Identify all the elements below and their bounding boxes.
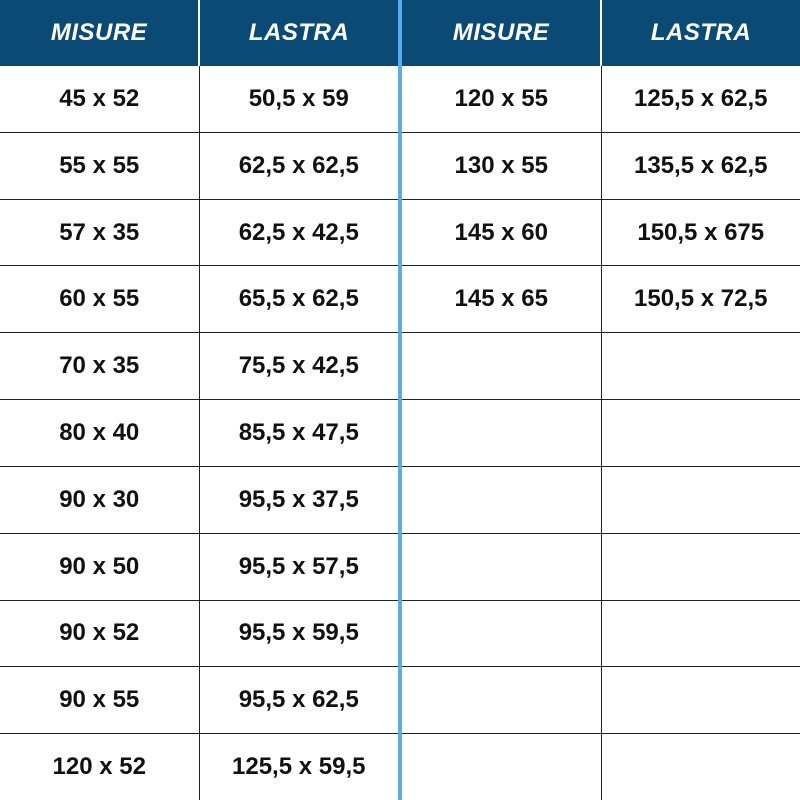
lastra-cell: 62,5 x 42,5 (238, 218, 359, 246)
misure-cell: 57 x 35 (0, 200, 200, 266)
lastra-cell: 62,5 x 62,5 (238, 151, 359, 179)
lastra-cell: 95,5 x 62,5 (238, 686, 359, 714)
lastra-cell: 95,5 x 59,5 (238, 619, 359, 647)
table-row (402, 333, 800, 400)
table-row (0, 133, 398, 200)
lastra-cell: 150,5 x 72,5 (634, 285, 768, 313)
lastra-cell: 50,5 x 59 (248, 84, 349, 112)
table-row (402, 266, 800, 333)
misure-cell: 45 x 52 (0, 66, 200, 132)
table-row (402, 400, 800, 467)
lastra-cell: 65,5 x 62,5 (238, 285, 359, 313)
table-row (0, 601, 398, 668)
table-row (402, 534, 800, 601)
table-row (402, 133, 800, 200)
misure-cell: 145 x 65 (402, 266, 602, 332)
table-row (0, 667, 398, 734)
table-row (402, 667, 800, 734)
lastra-cell (602, 734, 800, 800)
misure-cell: 55 x 55 (0, 133, 200, 199)
table-row (0, 66, 398, 133)
misure-cell: 90 x 55 (0, 667, 200, 733)
lastra-cell: 150,5 x 675 (637, 218, 765, 246)
misure-cell: 90 x 52 (0, 601, 200, 667)
misure-cell (402, 467, 602, 533)
table-row (0, 333, 398, 400)
lastra-cell (602, 400, 800, 466)
header-misure: MISURE (0, 0, 200, 66)
table-row (0, 534, 398, 601)
misure-cell (402, 333, 602, 399)
table-row (0, 266, 398, 333)
misure-cell: 80 x 40 (0, 400, 200, 466)
right-table-body (402, 66, 800, 800)
misure-cell: 70 x 35 (0, 333, 200, 399)
misure-cell: 130 x 55 (402, 133, 602, 199)
lastra-cell: 135,5 x 62,5 (634, 151, 768, 179)
table-row (402, 601, 800, 668)
misure-cell (402, 667, 602, 733)
header-misure: MISURE (402, 0, 602, 66)
lastra-cell (602, 601, 800, 667)
left-table-body (0, 66, 398, 800)
table-row (0, 467, 398, 534)
header-lastra: LASTRA (602, 0, 800, 66)
misure-cell: 120 x 52 (0, 734, 200, 800)
right-table (402, 0, 800, 800)
lastra-cell: 95,5 x 57,5 (238, 552, 359, 580)
misure-cell (402, 400, 602, 466)
misure-cell (402, 734, 602, 800)
lastra-cell: 125,5 x 59,5 (232, 753, 366, 781)
table-row (0, 400, 398, 467)
lastra-cell: 85,5 x 47,5 (238, 418, 359, 446)
lastra-cell (602, 467, 800, 533)
misure-cell: 90 x 30 (0, 467, 200, 533)
left-table (0, 0, 398, 800)
table-row (402, 734, 800, 800)
lastra-cell: 95,5 x 37,5 (238, 485, 359, 513)
lastra-cell (602, 667, 800, 733)
lastra-cell (602, 534, 800, 600)
misure-cell: 60 x 55 (0, 266, 200, 332)
left-header-row (0, 0, 398, 66)
right-header-row (402, 0, 800, 66)
header-lastra: LASTRA (200, 0, 398, 66)
lastra-cell (602, 333, 800, 399)
table-row (0, 734, 398, 800)
lastra-cell: 75,5 x 42,5 (238, 352, 359, 380)
table-row (402, 467, 800, 534)
misure-cell: 120 x 55 (402, 66, 602, 132)
table-row (402, 200, 800, 267)
misure-cell (402, 534, 602, 600)
table-row (0, 200, 398, 267)
lastra-cell: 125,5 x 62,5 (634, 84, 768, 112)
table-row (402, 66, 800, 133)
misure-cell: 145 x 60 (402, 200, 602, 266)
misure-cell: 90 x 50 (0, 534, 200, 600)
misure-cell (402, 601, 602, 667)
